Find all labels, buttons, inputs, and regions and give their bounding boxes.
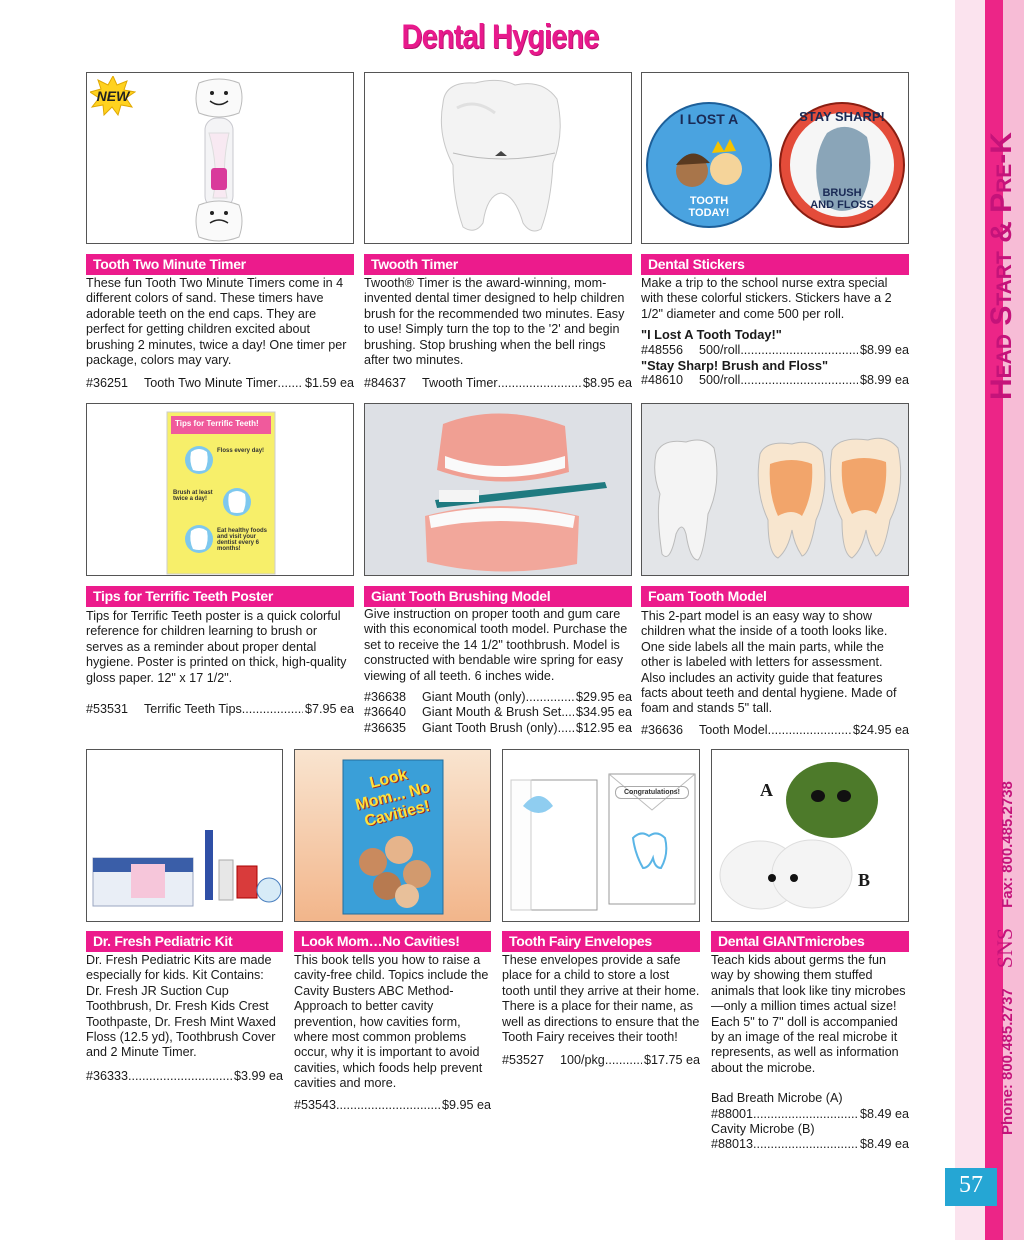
product-description [711,953,909,1153]
sticker2-text-top: STAY SHARP! [799,109,885,124]
sku: #48556 [641,342,684,357]
order-line [86,1069,283,1084]
item-name: Tooth Two Minute Timer [144,376,278,391]
sku: #88013 [711,1137,754,1152]
product-description [364,607,632,736]
product-description [86,609,354,717]
sku: #36251 [86,376,129,391]
product-description [641,609,909,738]
description-text: These envelopes provide a safe place for a child to store a lost tooth until they arrive at their home. There is a place for their name, as well as directions to ensure that the Tooth Fairy receives their tooth! [502,953,700,1045]
price: $12.95 ea [575,720,632,735]
sku: #53531 [86,702,129,717]
product-photo [641,72,909,244]
description-text: Dr. Fresh Pediatric Kits are made especially for kids. Kit Contains: Dr. Fresh JR Suction Cup Toothbrush, Dr. Fresh Kids Crest Toothpaste, Dr. Fresh Mint Waxed Floss (12.5 yd), Toothbrush Cover and 2 Minute Timer. [86,953,276,1060]
product-photo [502,749,700,922]
item-name: Tooth Model [699,722,768,737]
description-text: Teach kids about germs the fun way by showing them stuffed animals that look like tiny microbes—only a million times actual size! Each 5" to 7" doll is accompanied by an image of the real microbe it represents, as well as information about the microbe. [711,953,906,1075]
product-photo [86,403,354,576]
label-b: B [858,870,871,890]
sticker2-line2: BRUSH [822,187,862,199]
poster-title: Tips for Terrific Teeth! [175,419,259,428]
price: $29.95 ea [575,690,632,705]
product-title: Foam Tooth Model [641,586,909,607]
order-line [641,373,909,388]
item-name: Twooth Timer [422,376,498,391]
order-line [86,702,354,717]
variant-label: Bad Breath Microbe (A) [711,1091,843,1106]
fax-number: Fax: 800.485.2738 [999,781,1016,908]
description-text: Twooth® Timer is the award-winning, mom-invented dental timer designed to help children brush for the recommended two minutes. Easy to use! Simply turn the top to the '2' and begin brushing. Stop brushing when the bell rings after two minutes. [364,276,625,368]
sku: #36635 [364,720,407,735]
sticker2-line3: AND FLOSS [810,199,874,211]
sku: #88001 [711,1106,754,1121]
sku: #36640 [364,705,407,720]
order-line [364,690,632,705]
order-line [86,376,354,391]
product-photo [86,749,283,922]
product-title: Tips for Terrific Teeth Poster [86,586,354,607]
new-badge-label: NEW [96,88,130,104]
description-text: This book tells you how to raise a cavity-free child. Topics include the Cavity Busters ABC Method-Approach to better cavity prevention, how cavities form, where most common problems occur, why it is important to avoid cavities, which foods help prevent cavities and more. [294,953,489,1091]
sku: #84637 [364,376,407,391]
price: $8.99 ea [859,342,909,357]
sku: #53527 [502,1053,545,1068]
item-name: 500/roll [699,342,741,357]
sticker2-text-bottom [790,187,894,211]
page-number: 57 [959,1172,983,1198]
product-description [86,276,354,392]
product-photo [641,403,909,576]
contact-info-vertical [992,781,1017,1135]
product-photo [294,749,491,922]
variant-label: "Stay Sharp! Brush and Floss" [641,358,829,374]
sticker1-text-bottom [662,195,756,219]
product-title: Tooth Two Minute Timer [86,254,354,275]
product-description [86,953,283,1084]
order-line [364,376,632,391]
item-name: 100/pkg [560,1053,605,1068]
page-title: Dental Hygiene [401,18,599,56]
envelopes-image [503,750,700,922]
product-photo [86,72,354,244]
item-name: 500/roll [699,373,741,388]
price: $1.59 ea [304,376,354,391]
product-title: Dental GIANTmicrobes [711,931,909,952]
twooth-timer-image [365,73,632,244]
description-text: These fun Tooth Two Minute Timers come in 4 different colors of sand. These timers have adorable teeth on the end caps. They are perfect for getting children excited about brushing 2 minutes, twice a day! One timer per package, colors may vary. [86,276,347,368]
order-line [364,705,632,720]
order-line [294,1098,491,1113]
section-title-vertical: Head Start & Pre-K [985,132,1018,400]
product-title: Look Mom…No Cavities! [294,931,491,952]
price: $3.99 ea [233,1068,283,1083]
description-text: Make a trip to the school nurse extra special with these colorful stickers. Stickers have a 2 1/2" diameter and come 500 per roll. [641,276,892,321]
dr-fresh-kit-image [87,750,283,922]
sticker1-line3: TODAY! [688,207,730,219]
price: $8.49 ea [859,1106,909,1121]
book-title: Look Mom... No Cavities! [353,766,433,831]
product-title: Dr. Fresh Pediatric Kit [86,931,283,952]
price: $7.95 ea [304,702,354,717]
product-photo [364,72,632,244]
order-line [641,723,909,738]
order-line [711,1137,909,1152]
phone-number: Phone: 800.485.2737 [999,988,1016,1135]
sticker1-line2: TOOTH [689,195,729,207]
foam-tooth-image [642,404,909,576]
price: $34.95 ea [575,705,632,720]
poster-tip-1: Floss every day! [217,448,265,454]
description-text: Tips for Terrific Teeth poster is a quick colorful reference for children learning to brush or serves as a reminder about proper dental hygiene. Poster is printed on thick, high-quality gloss paper. 12" x 17 1/2". [86,609,347,685]
variant-label: Cavity Microbe (B) [711,1122,815,1137]
price: $9.95 ea [441,1097,491,1112]
product-description [502,953,700,1069]
product-photo [711,749,909,922]
sku: #36333 [86,1068,129,1083]
variant-label: "I Lost A Tooth Today!" [641,327,782,343]
description-text: This 2-part model is an easy way to show children what the inside of a tooth looks like. One side labels all the main parts, while the other is labeled with letters for assessment. Also includes an activity guide that features facts about teeth and dental hygiene. Made of foam and stands 5" tall. [641,609,897,716]
product-description [364,276,632,392]
sticker1-text-top: I LOST A [679,111,739,127]
label-a: A [760,780,773,800]
description-text: Give instruction on proper tooth and gum care with this economical tooth model. Purchase the set to receive the 14 1/2" toothbrush. Model is constructed with bendable wire spring for easy viewing of all teeth. 6 inches wide. [364,607,628,683]
product-title: Tooth Fairy Envelopes [502,931,700,952]
poster-tip-2: Brush at least twice a day! [173,490,213,502]
sku: #36636 [641,722,684,737]
product-title: Dental Stickers [641,254,909,275]
item-name: Giant Tooth Brush (only) [422,720,558,735]
price: $8.95 ea [582,376,632,391]
price: $17.75 ea [643,1053,700,1068]
product-photo [364,403,632,576]
sku: #53543 [294,1097,337,1112]
envelope-label: Congratulations! [615,786,689,799]
product-description [641,276,909,389]
product-title: Twooth Timer [364,254,632,275]
brand-logo: SNS [992,927,1017,969]
price: $24.95 ea [852,722,909,737]
item-name: Terrific Teeth Tips [144,702,242,717]
product-description [294,953,491,1113]
sku: #36638 [364,690,407,705]
order-line [711,1107,909,1122]
item-name: Giant Mouth (only) [422,690,526,705]
order-line [502,1053,700,1068]
microbes-image [712,750,909,922]
giant-mouth-image [365,404,632,576]
price: $8.99 ea [859,373,909,388]
poster-tip-3: Eat healthy foods and visit your dentist every 6 months! [217,528,268,552]
price: $8.49 ea [859,1137,909,1152]
item-name: Giant Mouth & Brush Set [422,705,562,720]
sku: #48610 [641,373,684,388]
product-title: Giant Tooth Brushing Model [364,586,632,607]
order-line [364,721,632,736]
order-line [641,343,909,358]
